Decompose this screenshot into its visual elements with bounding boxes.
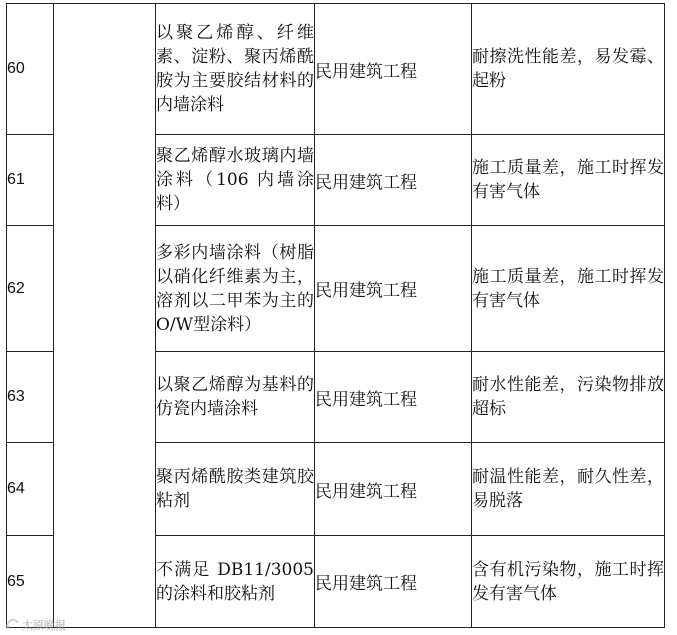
application-scope: 民用建筑工程 [315, 226, 472, 352]
watermark-logo-icon [4, 615, 20, 634]
material-name: 多彩内墙涂料（树脂以硝化纤维素为主，溶剂以二甲苯为主的O/W型涂料） [156, 226, 315, 352]
row-number: 63 [7, 352, 54, 443]
prohibition-reason: 耐擦洗性能差，易发霉、起粉 [472, 4, 665, 135]
watermark-text: 太原晚报 [22, 618, 66, 632]
merged-blank-cell [54, 4, 156, 628]
material-name: 以聚乙烯醇、纤维素、淀粉、聚丙烯酰胺为主要胶结材料的内墙涂料 [156, 4, 315, 135]
application-scope: 民用建筑工程 [315, 536, 472, 628]
material-name: 不满足 DB11/3005 的涂料和胶粘剂 [156, 536, 315, 628]
prohibition-reason: 耐温性能差，耐久性差，易脱落 [472, 443, 665, 536]
material-name: 以聚乙烯醇为基料的仿瓷内墙涂料 [156, 352, 315, 443]
prohibition-reason: 施工质量差，施工时挥发有害气体 [472, 226, 665, 352]
application-scope: 民用建筑工程 [315, 352, 472, 443]
application-scope: 民用建筑工程 [315, 4, 472, 135]
row-number: 60 [7, 4, 54, 135]
table-row [7, 4, 665, 135]
prohibition-reason: 耐水性能差，污染物排放超标 [472, 352, 665, 443]
prohibition-reason: 含有机污染物，施工时挥发有害气体 [472, 536, 665, 628]
application-scope: 民用建筑工程 [315, 443, 472, 536]
materials-table [6, 3, 665, 628]
row-number: 61 [7, 135, 54, 226]
watermark [4, 615, 66, 634]
row-number: 62 [7, 226, 54, 352]
row-number: 65 [7, 536, 54, 628]
material-name: 聚乙烯醇水玻璃内墙涂料（106 内墙涂料） [156, 135, 315, 226]
material-name: 聚丙烯酰胺类建筑胶粘剂 [156, 443, 315, 536]
application-scope: 民用建筑工程 [315, 135, 472, 226]
prohibition-reason: 施工质量差，施工时挥发有害气体 [472, 135, 665, 226]
row-number: 64 [7, 443, 54, 536]
